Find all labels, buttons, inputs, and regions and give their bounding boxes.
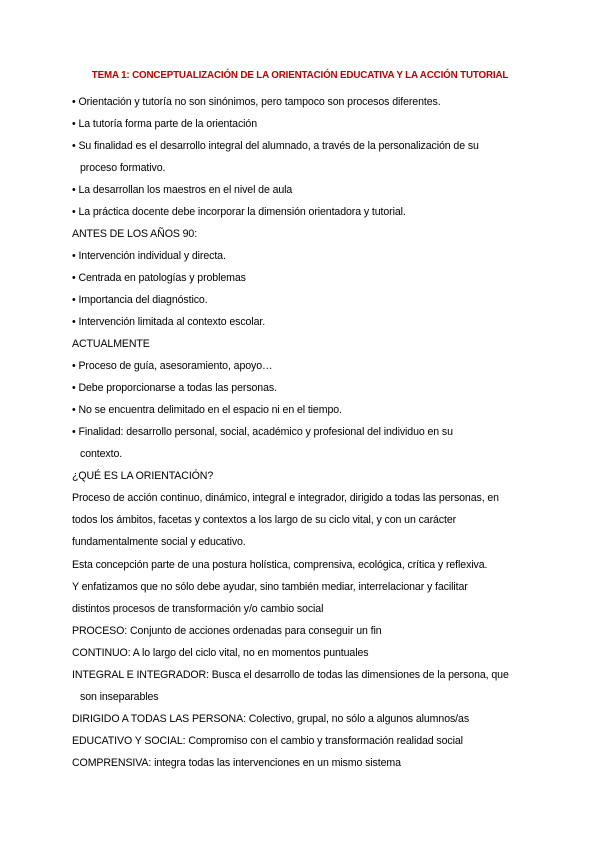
text-line: • Proceso de guía, asesoramiento, apoyo… [72, 360, 273, 372]
text-line: • Intervención limitada al contexto escolar. [72, 316, 266, 328]
text-line: Y enfatizamos que no sólo debe ayudar, sino también mediar, interrelacionar y facilitar [72, 581, 468, 593]
text-line: • Intervención individual y directa. [72, 250, 226, 262]
text-line: Esta concepción parte de una postura holística, comprensiva, ecológica, crítica y reflexiva. [72, 559, 488, 571]
text-line: • La práctica docente debe incorporar la dimensión orientadora y tutorial. [72, 206, 406, 218]
document-title: TEMA 1: CONCEPTUALIZACIÓN DE LA ORIENTACIÓN EDUCATIVA Y LA ACCIÓN TUTORIAL [91, 70, 509, 81]
text-line: contexto. [80, 448, 123, 460]
text-line: son inseparables [80, 691, 159, 703]
text-line: DIRIGIDO A TODAS LAS PERSONA: Colectivo, grupal, no sólo a algunos alumnos/as [72, 713, 470, 725]
text-line: INTEGRAL E INTEGRADOR: Busca el desarrollo de todas las dimensiones de la persona, que [72, 669, 509, 681]
text-line: fundamentalmente social y educativo. [72, 536, 246, 548]
text-line: EDUCATIVO Y SOCIAL: Compromiso con el cambio y transformación realidad social [72, 735, 463, 747]
text-line: • Centrada en patologías y problemas [72, 272, 246, 284]
text-line: • Importancia del diagnóstico. [72, 294, 208, 306]
text-line: proceso formativo. [80, 162, 166, 174]
section-heading: ¿QUÉ ES LA ORIENTACIÓN? [72, 470, 214, 482]
text-line: COMPRENSIVA: integra todas las intervenciones en un mismo sistema [72, 757, 401, 769]
text-line: • Debe proporcionarse a todas las personas. [72, 382, 277, 394]
section-heading: ANTES DE LOS AÑOS 90: [72, 228, 198, 240]
text-line: • La desarrollan los maestros en el nivel de aula [72, 184, 293, 196]
text-line: distintos procesos de transformación y/o cambio social [72, 603, 324, 615]
text-line: • Orientación y tutoría no son sinónimos, pero tampoco son procesos diferentes. [72, 96, 441, 108]
text-line: todos los ámbitos, facetas y contextos a los largo de su ciclo vital, y con un carácter [72, 514, 457, 526]
text-line: • No se encuentra delimitado en el espacio ni en el tiempo. [72, 404, 342, 416]
text-line: Proceso de acción continuo, dinámico, integral e integrador, dirigido a todas las personas, en [72, 492, 499, 504]
text-line: • Finalidad: desarrollo personal, social, académico y profesional del individuo en su [72, 426, 453, 438]
text-line: CONTINUO: A lo largo del ciclo vital, no en momentos puntuales [72, 647, 369, 659]
text-line: PROCESO: Conjunto de acciones ordenadas para conseguir un fin [72, 625, 382, 637]
text-line: • La tutoría forma parte de la orientación [72, 118, 258, 130]
section-heading: ACTUALMENTE [72, 338, 150, 350]
text-line: • Su finalidad es el desarrollo integral del alumnado, a través de la personalización de su [72, 140, 479, 152]
